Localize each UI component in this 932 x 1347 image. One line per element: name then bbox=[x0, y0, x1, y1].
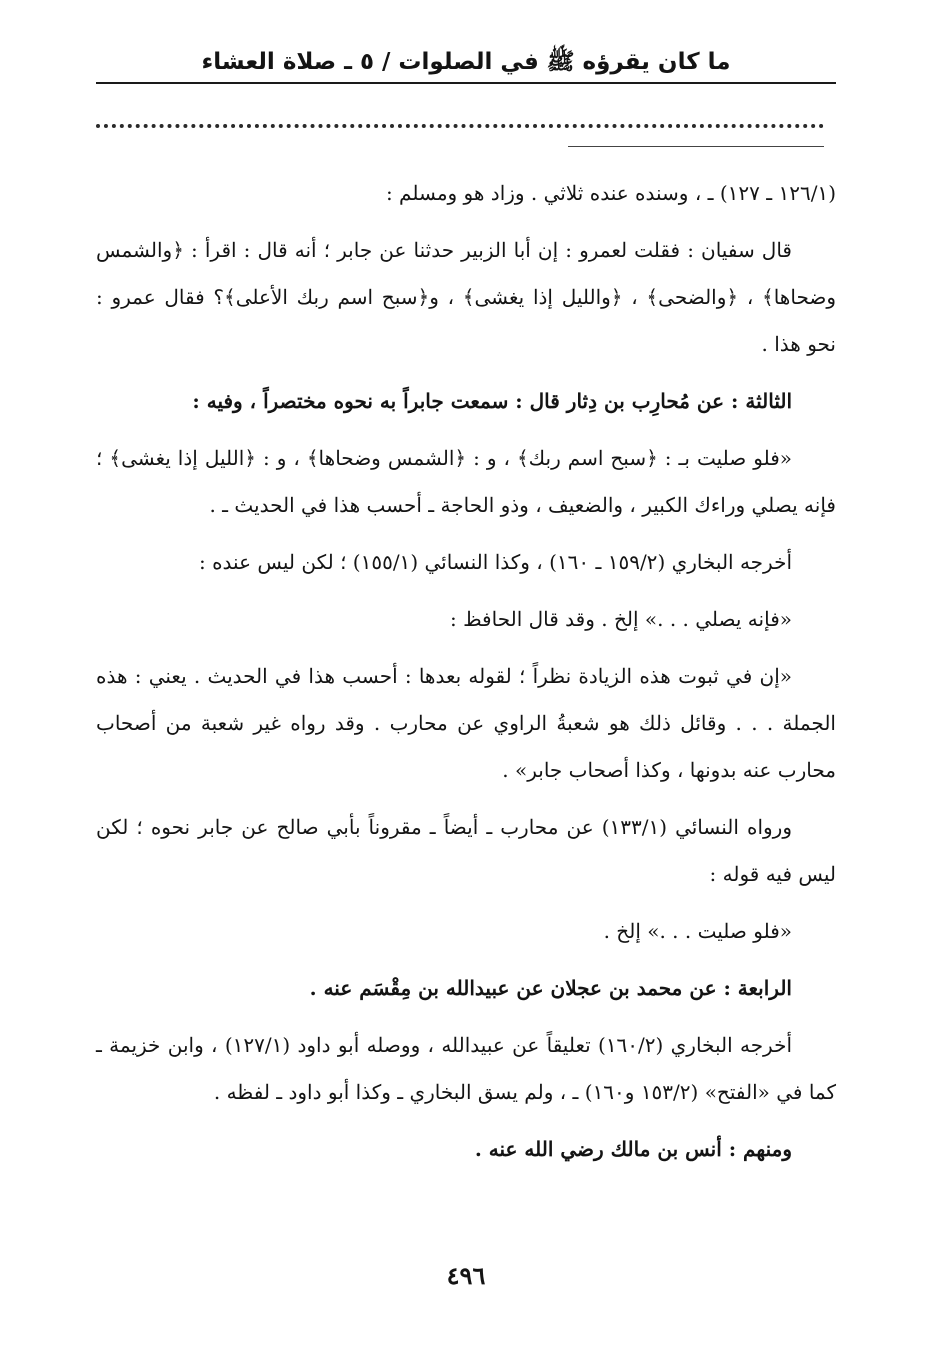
paragraph-hafiz-intro: «فإنه يصلي . . .» إلخ . وقد قال الحافظ : bbox=[449, 607, 792, 631]
paragraph-sufyan: قال سفيان : فقلت لعمرو : إن أبا الزبير حدثنا عن جابر ؛ أنه قال : اقرأ : ﴿والشمس وضحاها﴾ ، ﴿والضحى﴾ ، ﴿والليل إذا يغشى﴾ ، و﴿سبح اسم ربك الأعلى﴾؟ فقال عمرو : نحو هذا . bbox=[96, 238, 836, 356]
paragraph-bukhari-takhrij: أخرجه البخاري (١٥٩/٢ ـ ١٦٠) ، وكذا النسائي (١٥٥/١) ؛ لكن ليس عنده : bbox=[198, 550, 792, 574]
footnote-continuation-dotted-rule bbox=[96, 124, 824, 128]
running-header: ما كان يقرؤه ﷺ في الصلوات / ٥ ـ صلاة العشاء bbox=[201, 49, 731, 75]
paragraph-quote-prayer: «فلو صليت بـ : ﴿سبح اسم ربك﴾ ، و : ﴿الشمس وضحاها﴾ ، و : ﴿الليل إذا يغشى﴾ ؛ فإنه يصلي وراءك الكبير ، والضعيف ، وذو الحاجة ـ أحسب هذا في الحديث ـ . bbox=[96, 446, 836, 517]
paragraph-hafiz-quote: «إن في ثبوت هذه الزيادة نظراً ؛ لقوله بعدها : أحسب هذا في الحديث . يعني : هذه الجملة . . . وقائل ذلك هو شعبةُ الراوي عن محارب . وقد رواه غير شعبة من أصحاب محارب عنه بدونها ، وكذا أصحاب جابر» . bbox=[96, 664, 836, 782]
paragraph-nasai: ورواه النسائي (١٣٣/١) عن محارب ـ أيضاً ـ مقروناً بأبي صالح عن جابر نحوه ؛ لكن ليس فيه قوله : bbox=[96, 815, 836, 886]
footnote-body bbox=[96, 170, 836, 1183]
header-rule bbox=[96, 82, 836, 84]
page-number: ٤٩٦ bbox=[446, 1261, 486, 1290]
paragraph-third-route: الثالثة : عن مُحارِب بن دِثار قال : سمعت جابراً به نحوه مختصراً ، وفيه : bbox=[192, 389, 792, 413]
paragraph-bukhari-taliq: أخرجه البخاري (١٦٠/٢) تعليقاً عن عبيدالله ، ووصله أبو داود (١٢٧/١) ، وابن خزيمة ـ كما في «الفتح» (١٥٣/٢ و١٦٠) ـ ، ولم يسق البخاري ـ وكذا أبو داود ـ لفظه . bbox=[96, 1033, 836, 1104]
paragraph-continuation: (١٢٦/١ ـ ١٢٧) ـ ، وسنده عنده ثلاثي . وزاد هو ومسلم : bbox=[385, 181, 836, 205]
paragraph-fourth-route: الرابعة : عن محمد بن عجلان عن عبيدالله بن مِقْسَم عنه . bbox=[309, 976, 792, 1000]
footnote-separator-rule bbox=[568, 146, 824, 147]
paragraph-fa-law-sallayta: «فلو صليت . . .» إلخ . bbox=[603, 919, 792, 943]
paragraph-anas: ومنهم : أنس بن مالك رضي الله عنه . bbox=[474, 1137, 792, 1161]
